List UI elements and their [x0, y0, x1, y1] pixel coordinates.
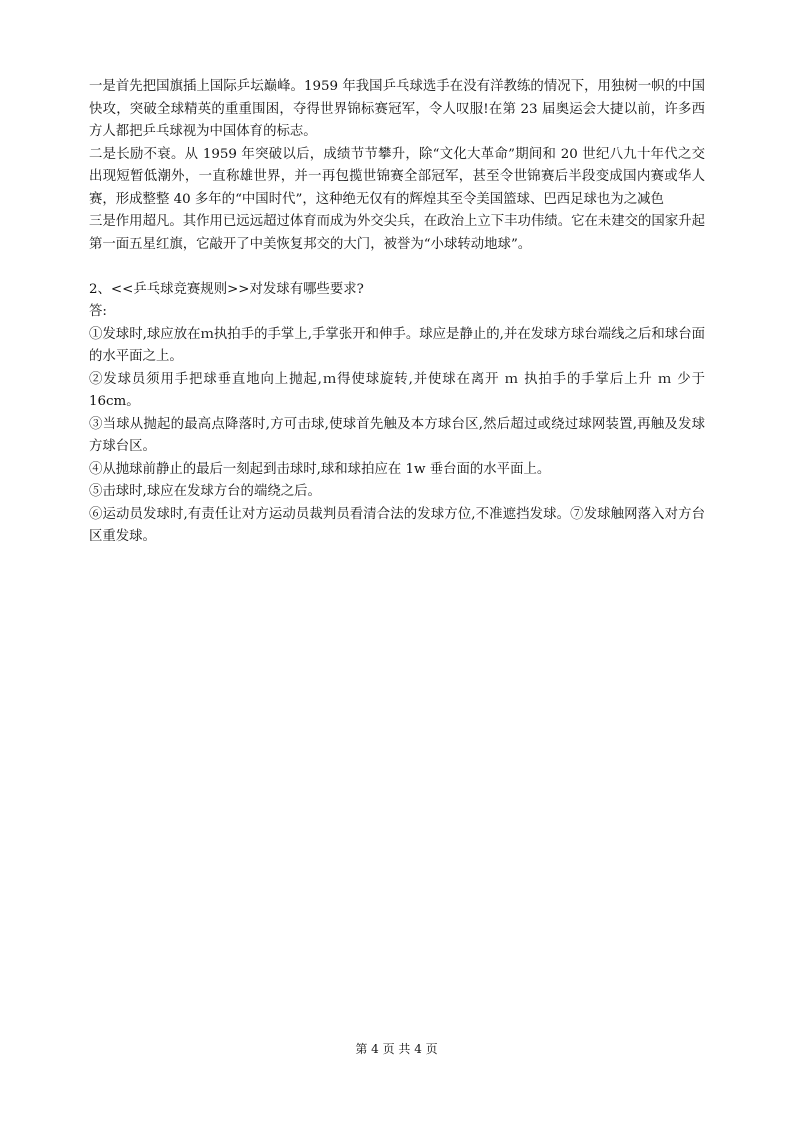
- answer-item-3: ③当球从抛起的最高点降落时,方可击球,使球首先触及本方球台区,然后超过或绕过球网装置,再触及发球方球台区。: [89, 416, 705, 454]
- answer-label: 答:: [89, 304, 107, 319]
- answer-item-5: ⑤击球时,球应在发球方台的端绕之后。: [89, 484, 321, 499]
- page-footer: 第 4 页 共 4 页: [355, 1042, 438, 1056]
- paragraph-spacer: [89, 256, 705, 279]
- answer-item-2: ②发球员须用手把球垂直地向上抛起,ｍ得使球旋转,并使球在离开 ｍ 执拍手的手掌后上升 ｍ 少于 16cm。: [89, 371, 705, 409]
- paragraph-third-achievement: 三是作用超凡。其作用已远远超过体育而成为外交尖兵，在政治上立下丰功伟绩。它在未建交的国家升起第一面五星红旗，它敲开了中美恢复邦交的大门，被誉为“小球转动地球”。: [89, 214, 705, 252]
- question-title: 2、<<乒乓球竞赛规则>>对发球有哪些要求?: [89, 281, 364, 297]
- answer-item-4: ④从抛球前静止的最后一刻起到击球时,球和球拍应在 1w 垂台面的水平面上。: [89, 461, 551, 477]
- paragraph-first-achievement: 一是首先把国旗插上国际乒坛巅峰。1959 年我国乒乓球选手在没有洋教练的情况下，用独树一帜的中国快攻，突破全球精英的重重围困，夺得世界锦标赛冠军，令人叹服!在第 23 届奥运会大捷以前，许多西方人都把乒乓球视为中国体育的标志。: [89, 79, 705, 139]
- answer-item-1: ①发球时,球应放在ｍ执拍手的手掌上,手掌张开和伸手。球应是静止的,并在发球方球台端线之后和球台面的水平面之上。: [89, 326, 705, 364]
- paragraph-second-achievement: 二是长励不衰。从 1959 年突破以后，成绩节节攀升，除“文化大革命”期间和 20 世纪八九十年代之交出现短暂低潮外，一直称雄世界，并一再包揽世锦赛全部冠军，甚至令世锦赛后半段变成国内赛或华人赛，形成整整 40 多年的“中国时代”，这种绝无仅有的辉煌其至令美国篮球、巴西足球也为之减色: [89, 146, 705, 207]
- answer-item-6: ⑥运动员发球时,有责任让对方运动员裁判员看清合法的发球方位,不准遮挡发球。⑦发球触网落入对方台区重发球。: [89, 506, 705, 544]
- document-body: [89, 76, 705, 549]
